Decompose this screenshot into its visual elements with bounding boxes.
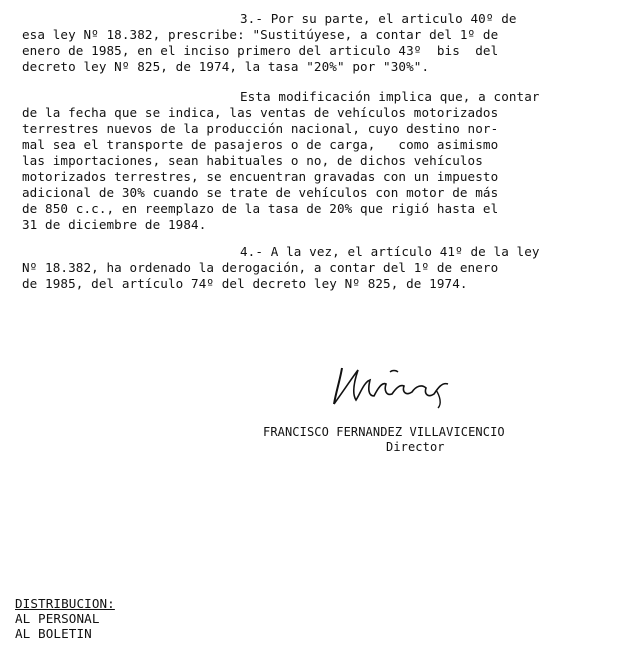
paragraph-mod-line: 31 de diciembre de 1984. (22, 217, 207, 232)
paragraph-mod-line: mal sea el transporte de pasajeros o de carga, como asimismo (22, 137, 499, 152)
paragraph-mod-line: las importaciones, sean habituales o no, de dichos vehículos (22, 153, 483, 168)
paragraph-mod-line: de 850 c.c., en reemplazo de la tasa de 20% que rigió hasta el (22, 201, 499, 216)
paragraph-mod-line: Esta modificación implica que, a contar (240, 89, 540, 104)
distribution-item: AL PERSONAL (15, 611, 100, 626)
paragraph-3-line: enero de 1985, en el inciso primero del articulo 43º bis del (22, 43, 499, 58)
paragraph-3-line: esa ley Nº 18.382, prescribe: "Sustitúyese, a contar del 1º de (22, 27, 499, 42)
distribution-heading: DISTRIBUCION: (15, 596, 115, 611)
paragraph-mod-line: de la fecha que se indica, las ventas de vehículos motorizados (22, 105, 499, 120)
paragraph-3-line: decreto ley Nº 825, de 1974, la tasa "20%" por "30%". (22, 59, 430, 74)
paragraph-3-line: 3.- Por su parte, el articulo 40º de (240, 11, 517, 26)
paragraph-4-line: Nº 18.382, ha ordenado la derogación, a contar del 1º de enero (22, 260, 499, 275)
handwritten-signature (330, 360, 470, 410)
paragraph-4-line: de 1985, del artículo 74º del decreto ley Nº 825, de 1974. (22, 276, 468, 291)
signatory-title: Director (386, 440, 445, 454)
paragraph-mod-line: motorizados terrestres, se encuentran gravadas con un impuesto (22, 169, 499, 184)
distribution-item: AL BOLETIN (15, 626, 92, 641)
signatory-name: FRANCISCO FERNANDEZ VILLAVICENCIO (263, 425, 505, 439)
paragraph-mod-line: adicional de 30% cuando se trate de vehículos con motor de más (22, 185, 499, 200)
paragraph-mod-line: terrestres nuevos de la producción nacional, cuyo destino nor- (22, 121, 499, 136)
paragraph-4-line: 4.- A la vez, el artículo 41º de la ley (240, 244, 540, 259)
